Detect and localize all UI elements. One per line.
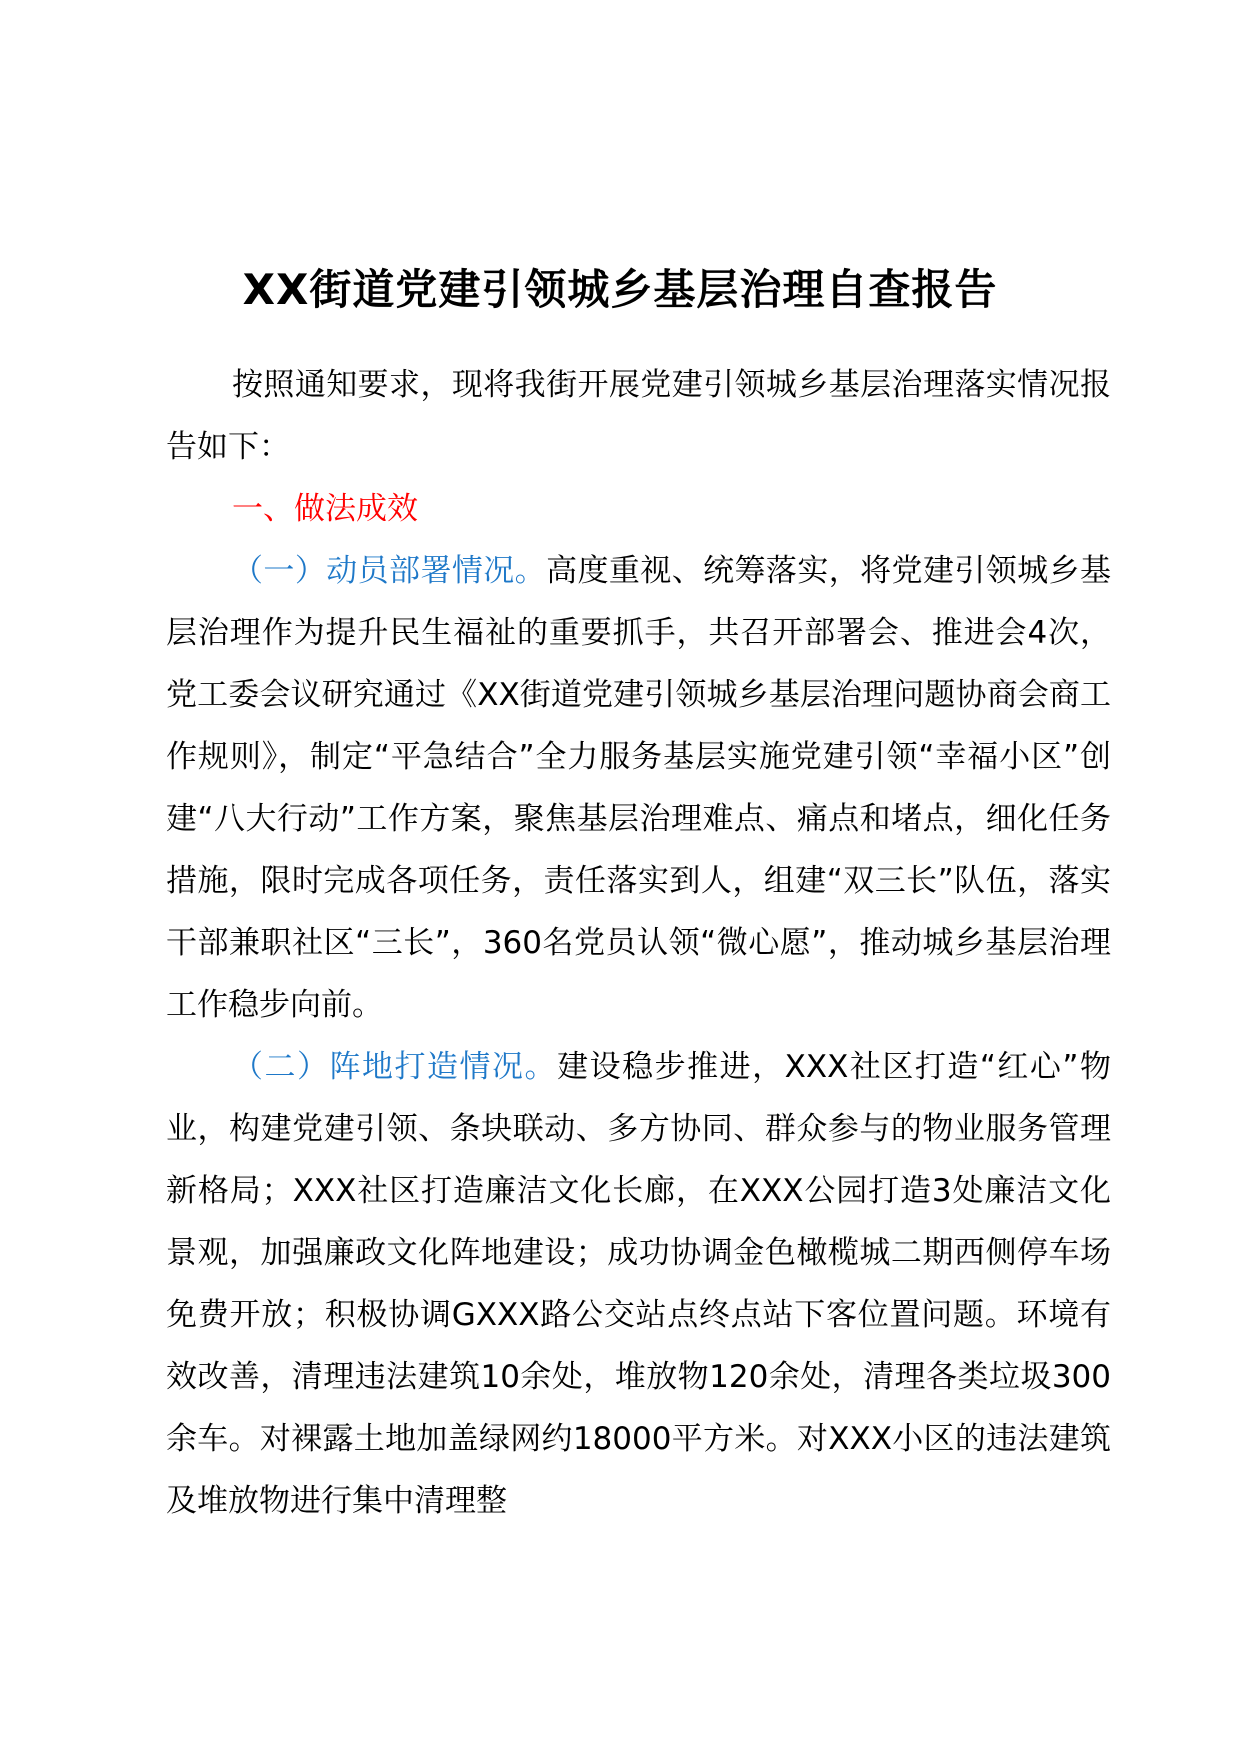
paragraph-position-building-text: 建设稳步推进，XXX社区打造“红心”物业，构建党建引领、条块联动、多方协同、群众参与的物业服务管理新格局；XXX社区打造廉洁文化长廊，在XXX公园打造3处廉洁文化景观，加强廉政文化阵地建设；成功协调金色橄榄城二期西侧停车场免费开放；积极协调GXXX路公交站点终点站下客位置问题。环境有效改善，清理违法建筑10余处，堆放物120余处，清理各类垃圾300余车。对裸露土地加盖绿网约18000平方米。对XXX小区的违法建筑及堆放物进行集中清理整 bbox=[166, 1049, 1111, 1519]
paragraph-mobilization-text: 高度重视、统筹落实，将党建引领城乡基层治理作为提升民生福祉的重要抓手，共召开部署会、推进会4次，党工委会议研究通过《XX街道党建引领城乡基层治理问题协商会商工作规则》，制定“平急结合”全力服务基层实施党建引领“幸福小区”创建“八大行动”工作方案，聚焦基层治理难点、痛点和堵点，细化任务措施，限时完成各项任务，责任落实到人，组建“双三长”队伍，落实干部兼职社区“三长”，360名党员认领“微心愿”，推动城乡基层治理工作稳步向前。 bbox=[166, 553, 1112, 1023]
subhead-position-building: （二）阵地打造情况。 bbox=[232, 1049, 558, 1085]
intro-paragraph: 按照通知要求，现将我街开展党建引领城乡基层治理落实情况报告如下： bbox=[166, 367, 1111, 465]
document-body bbox=[166, 354, 1111, 1532]
section-heading-1: 一、做法成效 bbox=[232, 491, 418, 527]
paragraph-mobilization bbox=[166, 540, 1111, 1036]
subhead-mobilization: （一）动员部署情况。 bbox=[232, 553, 547, 589]
document-title: XX街道党建引领城乡基层治理自查报告 bbox=[242, 265, 998, 314]
paragraph-position-building bbox=[166, 1036, 1111, 1532]
